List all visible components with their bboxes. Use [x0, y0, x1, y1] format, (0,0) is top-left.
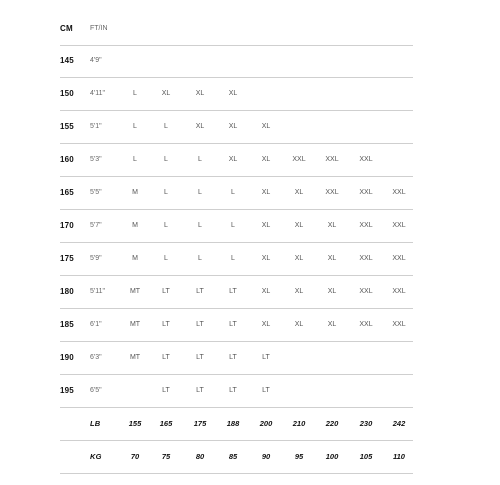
size-cell: XL	[261, 255, 271, 262]
weight-value: 188	[226, 419, 240, 428]
table-row	[60, 243, 413, 276]
height-cm: 190	[60, 353, 74, 362]
table-row	[60, 177, 413, 210]
size-cell: XL	[195, 90, 205, 97]
size-cell: XL	[294, 255, 304, 262]
size-cell: LT	[162, 387, 170, 394]
table-row	[60, 210, 413, 243]
size-cell: XXL	[359, 255, 373, 262]
weight-value: 75	[161, 452, 171, 461]
size-cell: M	[132, 222, 138, 229]
size-cell: LT	[229, 288, 237, 295]
size-cell: L	[133, 156, 137, 163]
size-cell: XXL	[325, 189, 339, 196]
size-cell: XL	[327, 321, 337, 328]
height-cm: 145	[60, 56, 74, 65]
size-cell: XL	[261, 321, 271, 328]
size-cell: XL	[261, 288, 271, 295]
height-ftin: 6'5"	[90, 387, 102, 394]
size-cell: L	[231, 189, 235, 196]
size-cell: XXL	[359, 189, 373, 196]
size-cell: XL	[228, 90, 238, 97]
table-row	[60, 309, 413, 342]
size-cell: XXL	[359, 222, 373, 229]
size-cell: L	[198, 222, 202, 229]
size-cell: XL	[327, 222, 337, 229]
height-cm: 175	[60, 254, 74, 263]
weight-value: 165	[159, 419, 173, 428]
weight-value: 220	[325, 419, 339, 428]
size-cell: XXL	[325, 156, 339, 163]
size-cell: LT	[162, 288, 170, 295]
size-cell: L	[198, 255, 202, 262]
size-cell: XL	[261, 189, 271, 196]
header-ftin: FT/IN	[90, 25, 108, 32]
weight-value: 105	[359, 452, 373, 461]
table-row	[60, 144, 413, 177]
size-cell: LT	[196, 321, 204, 328]
height-ftin: 4'11"	[90, 90, 105, 97]
size-cell: M	[132, 189, 138, 196]
size-cell: LT	[162, 354, 170, 361]
size-cell: LT	[162, 321, 170, 328]
size-cell: XXL	[392, 321, 406, 328]
size-cell: LT	[262, 354, 270, 361]
size-cell: XXL	[359, 321, 373, 328]
size-cell: XL	[195, 123, 205, 130]
size-cell: L	[164, 123, 168, 130]
weight-value: 242	[392, 419, 406, 428]
height-ftin: 6'1"	[90, 321, 102, 328]
size-cell: LT	[229, 354, 237, 361]
height-cm: 195	[60, 386, 74, 395]
size-cell: L	[164, 222, 168, 229]
header-cm: CM	[60, 24, 73, 33]
height-cm: 185	[60, 320, 74, 329]
weight-row	[60, 408, 413, 441]
size-cell: XL	[294, 189, 304, 196]
weight-value: 95	[294, 452, 304, 461]
size-cell: LT	[196, 288, 204, 295]
weight-unit: LB	[90, 419, 101, 428]
height-ftin: 5'1"	[90, 123, 102, 130]
weight-value: 175	[193, 419, 207, 428]
size-cell: L	[198, 156, 202, 163]
size-cell: MT	[129, 288, 141, 295]
weight-value: 80	[195, 452, 205, 461]
size-cell: XXL	[392, 288, 406, 295]
height-ftin: 4'9"	[90, 57, 102, 64]
size-cell: XL	[294, 288, 304, 295]
size-cell: LT	[196, 387, 204, 394]
table-row	[60, 375, 413, 408]
size-cell: XL	[327, 255, 337, 262]
size-cell: XXL	[359, 156, 373, 163]
height-ftin: 5'5"	[90, 189, 102, 196]
height-ftin: 6'3"	[90, 354, 102, 361]
size-cell: XL	[261, 222, 271, 229]
table-row	[60, 342, 413, 375]
size-cell: LT	[229, 321, 237, 328]
weight-value: 200	[259, 419, 273, 428]
size-cell: L	[164, 255, 168, 262]
size-cell: LT	[229, 387, 237, 394]
height-cm: 165	[60, 188, 74, 197]
height-cm: 180	[60, 287, 74, 296]
size-cell: L	[133, 123, 137, 130]
size-cell: XL	[294, 222, 304, 229]
height-ftin: 5'9"	[90, 255, 102, 262]
size-cell: XL	[161, 90, 171, 97]
size-cell: MT	[129, 354, 141, 361]
weight-unit: KG	[90, 452, 102, 461]
height-cm: 155	[60, 122, 74, 131]
size-cell: XL	[261, 156, 271, 163]
size-cell: L	[198, 189, 202, 196]
weight-value: 70	[130, 452, 140, 461]
table-row	[60, 78, 413, 111]
size-cell: XXL	[392, 222, 406, 229]
height-cm: 170	[60, 221, 74, 230]
weight-value: 100	[325, 452, 339, 461]
size-cell: L	[164, 156, 168, 163]
size-cell: XL	[327, 288, 337, 295]
table-row	[60, 276, 413, 309]
weight-value: 90	[261, 452, 271, 461]
height-ftin: 5'11"	[90, 288, 105, 295]
size-cell: LT	[196, 354, 204, 361]
weight-value: 110	[393, 452, 405, 461]
table-row	[60, 45, 413, 78]
size-cell: XL	[228, 123, 238, 130]
size-cell: XL	[294, 321, 304, 328]
height-cm: 160	[60, 155, 74, 164]
size-cell: L	[164, 189, 168, 196]
height-ftin: 5'3"	[90, 156, 102, 163]
height-ftin: 5'7"	[90, 222, 102, 229]
size-cell: XL	[261, 123, 271, 130]
size-cell: XL	[228, 156, 238, 163]
weight-value: 85	[228, 452, 238, 461]
table-header-row	[60, 13, 413, 46]
size-cell: L	[133, 90, 137, 97]
size-cell: LT	[262, 387, 270, 394]
size-cell: L	[231, 222, 235, 229]
table-row	[60, 111, 413, 144]
size-cell: XXL	[392, 189, 406, 196]
size-cell: XXL	[392, 255, 406, 262]
height-cm: 150	[60, 89, 74, 98]
weight-row	[60, 441, 413, 474]
size-cell: L	[231, 255, 235, 262]
size-cell: MT	[129, 321, 141, 328]
weight-value: 155	[128, 419, 142, 428]
weight-value: 230	[359, 419, 373, 428]
size-cell: M	[132, 255, 138, 262]
size-cell: XXL	[292, 156, 306, 163]
weight-value: 210	[292, 419, 306, 428]
size-cell: XXL	[359, 288, 373, 295]
